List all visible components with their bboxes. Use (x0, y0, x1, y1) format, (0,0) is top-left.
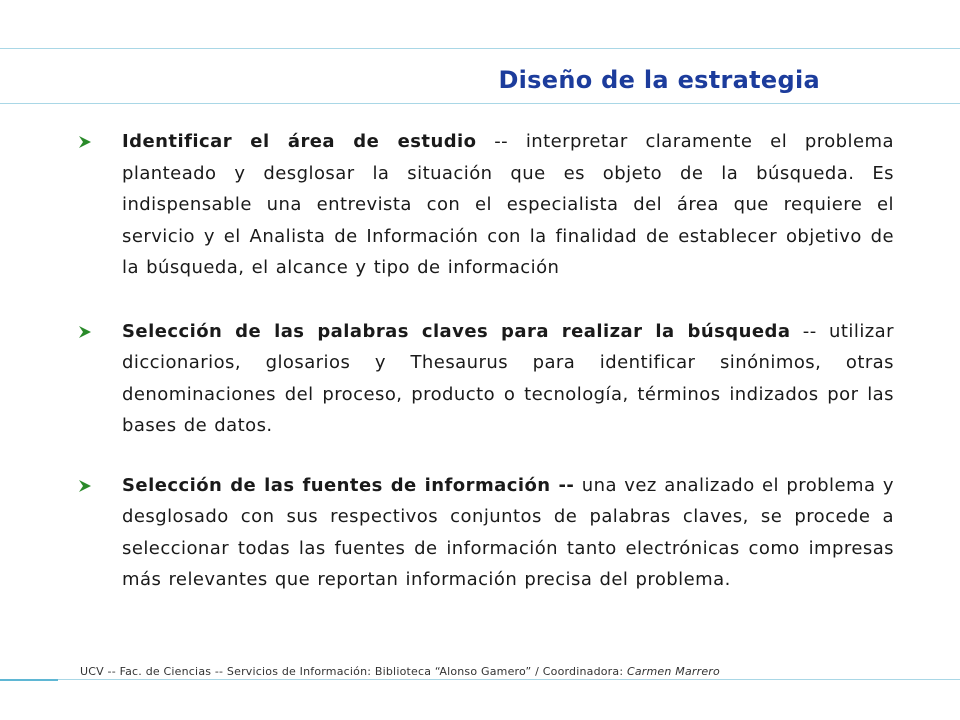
footer-text: UCV -- Fac. de Ciencias -- Servicios de Información: Biblioteca “Alonso Gamero” / Coordinadora: (80, 665, 627, 678)
bullet-text (122, 470, 894, 596)
arrow-bullet-icon (78, 135, 92, 149)
bullet-list (74, 126, 894, 628)
bullet-heading: Selección de las fuentes de información -- (122, 474, 575, 496)
arrow-bullet-icon (78, 479, 92, 493)
slide-footer (80, 665, 720, 678)
arrow-bullet-icon (78, 325, 92, 339)
bullet-body: -- interpretar claramente el problema planteado y desglosar la situación que es objeto de la búsqueda. Es indispensable una entrevista con el especialista del área que requiere el servicio y el Analista de Información con la finalidad de establecer objetivo de la búsqueda, el alcance y tipo de información (122, 131, 894, 278)
title-underline-rule (0, 103, 960, 104)
top-rule (0, 48, 960, 49)
bullet-item (74, 470, 894, 596)
bullet-body: -- utilizar diccionarios, glosarios y Thesaurus para identificar sinónimos, otras denominaciones del proceso, producto o tecnología, términos indizados por las bases de datos. (122, 320, 894, 436)
bullet-item (74, 316, 894, 442)
footer-rule (0, 679, 960, 680)
bullet-heading: Selección de las palabras claves para realizar la búsqueda (122, 320, 791, 342)
slide-title: Diseño de la estrategia (498, 66, 820, 94)
bullet-body: una vez analizado el problema y desglosado con sus respectivos conjuntos de palabras claves, se procede a seleccionar todas las fuentes de información tanto electrónicas como impresas más relevantes que reportan información precisa del problema. (122, 474, 894, 590)
footer-accent-rule (0, 679, 58, 681)
bullet-item (74, 126, 894, 284)
bullet-text (122, 316, 894, 442)
bullet-heading: Identificar el área de estudio (122, 131, 477, 152)
footer-author: Carmen Marrero (626, 665, 720, 678)
bullet-text (122, 126, 894, 284)
